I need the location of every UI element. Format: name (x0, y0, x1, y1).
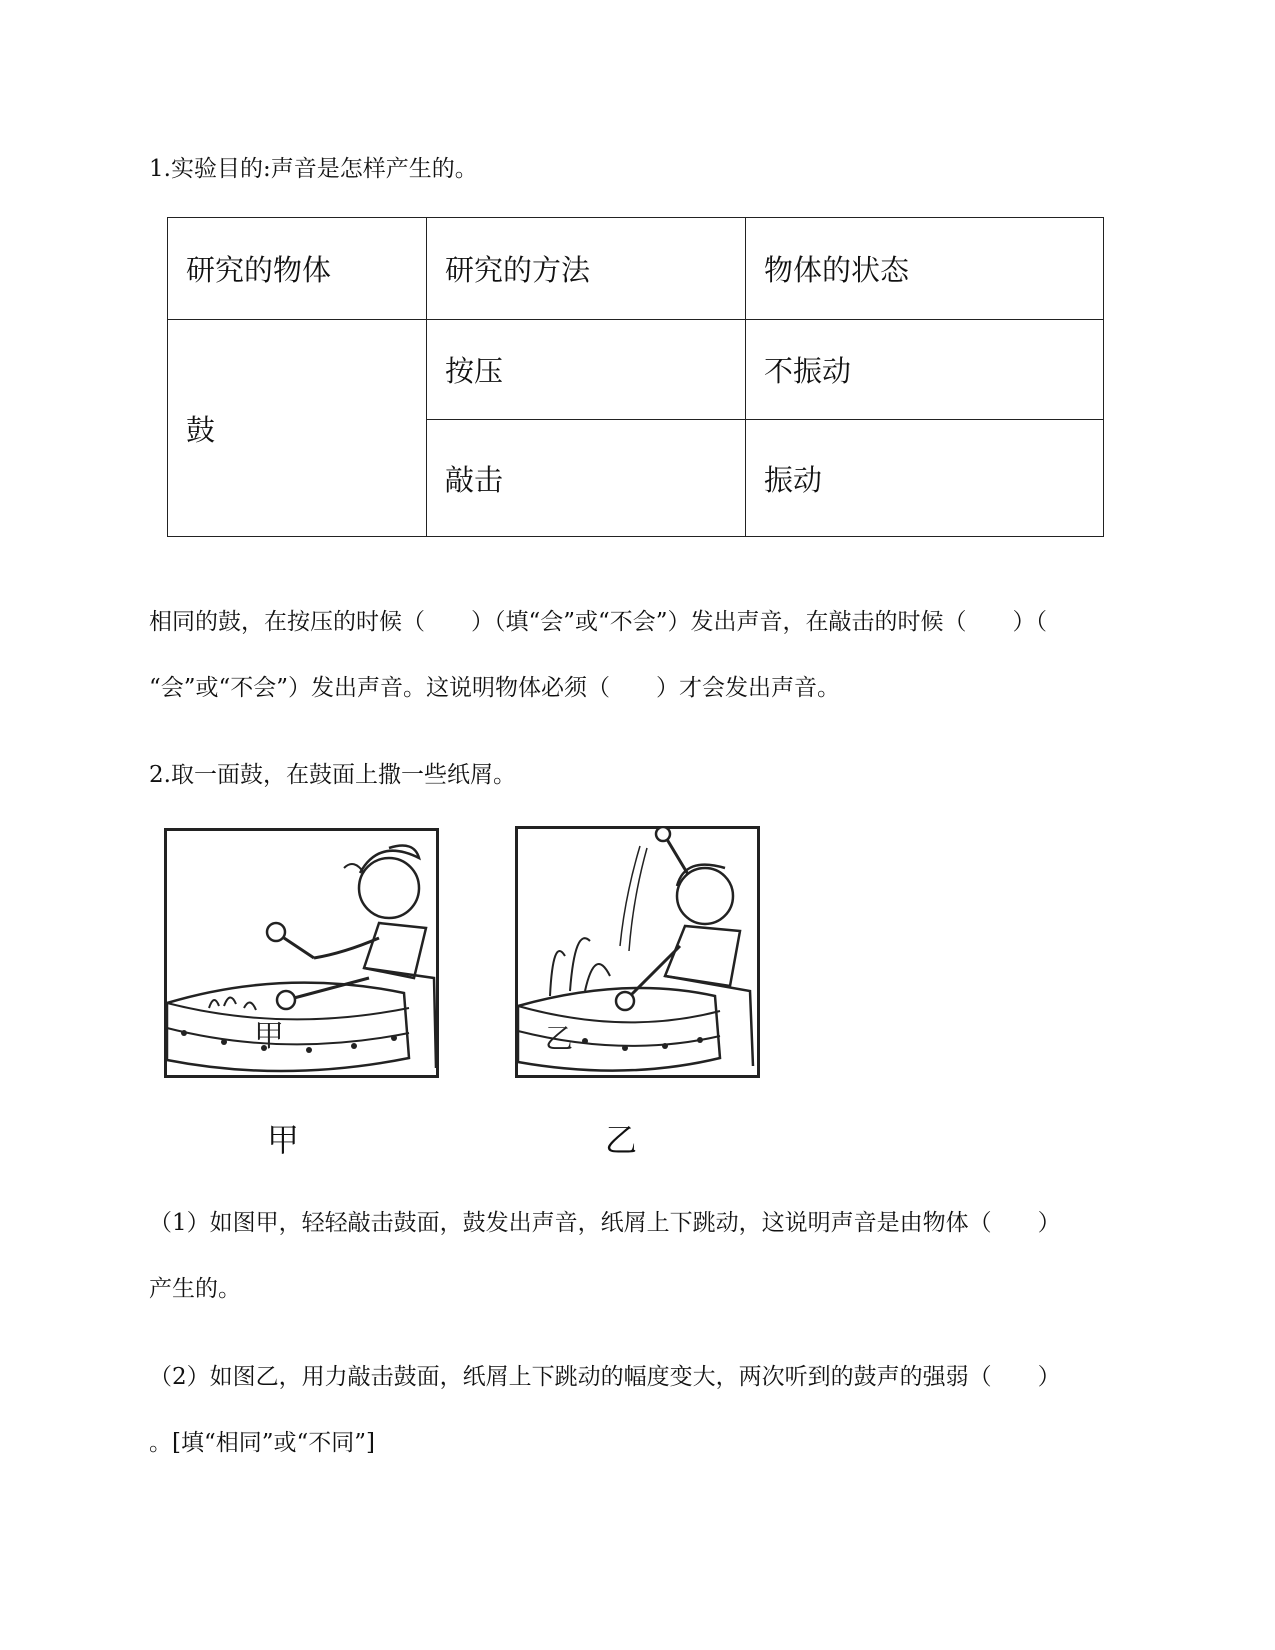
figure-caption-jia: 甲 (267, 1121, 300, 1159)
figure-inline-label: 乙 (545, 1022, 574, 1055)
question-2-sub2-line-2: 。[填“相同”或“不同”] (149, 1430, 375, 1456)
method-cell: 敲击 (427, 420, 746, 537)
drummer-striking-drum-hard-icon (515, 826, 760, 1078)
figure-inline-label: 甲 (254, 1019, 284, 1054)
question-2-sub1-line-1: （1）如图甲，轻轻敲击鼓面，鼓发出声音，纸屑上下跳动，这说明声音是由物体（ ） (149, 1210, 1061, 1236)
object-cell: 鼓 (168, 320, 427, 537)
question-2-sub2-line-1: （2）如图乙，用力敲击鼓面，纸屑上下跳动的幅度变大，两次听到的鼓声的强弱（ ） (149, 1364, 1061, 1390)
question-1-heading: 1.实验目的:声音是怎样产生的。 (149, 156, 478, 182)
question-1-text-line-2: “会”或“不会”）发出声音。这说明物体必须（ ）才会发出声音。 (149, 675, 841, 701)
drummer-tapping-drum-icon (164, 828, 439, 1078)
question-1-text-line-1: 相同的鼓，在按压的时候（ ）（填“会”或“不会”）发出声音，在敲击的时候（ ）（ (149, 609, 1048, 635)
figure-caption-yi: 乙 (605, 1121, 638, 1159)
question-2-heading: 2.取一面鼓，在鼓面上撒一些纸屑。 (149, 762, 516, 788)
header-method: 研究的方法 (427, 218, 746, 320)
state-cell: 振动 (746, 420, 1104, 537)
table-header-row (168, 218, 1104, 320)
table-row (168, 320, 1104, 420)
header-state: 物体的状态 (746, 218, 1104, 320)
method-cell: 按压 (427, 320, 746, 420)
experiment-table (167, 217, 1104, 537)
state-cell: 不振动 (746, 320, 1104, 420)
header-object: 研究的物体 (168, 218, 427, 320)
question-2-sub1-line-2: 产生的。 (149, 1276, 241, 1302)
